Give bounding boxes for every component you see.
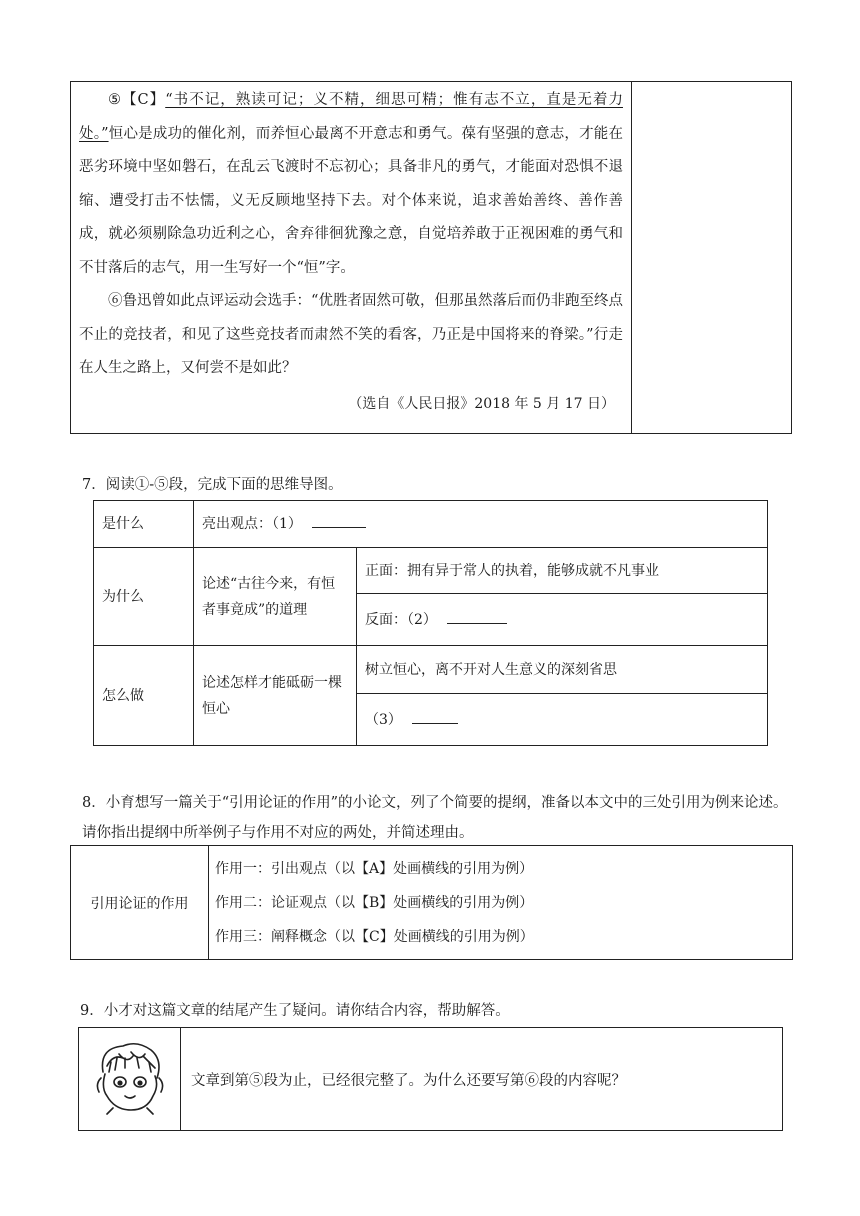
paragraph-6: ⑥鲁迅曾如此点评运动会选手：“优胜者固然可敬，但那虽然落后而仍非跑至终点不止的竞技者，和见了这些竞技者而肃然不笑的看客，乃正是中国将来的脊梁。”行走在人生之路上，又何尝不是如此？ — [79, 293, 623, 376]
question-8-title: 8．小育想写一篇关于“引用论证的作用”的小论文，列了个简要的提纲，准备以本文中的三处引用为例来论述。请你指出提纲中所举例子与作用不对应的两处，并简述理由。 — [82, 795, 788, 841]
paragraph-5-body: 恒心是成功的催化剂，而养恒心最离不开意志和勇气。葆有坚强的意志，才能在恶劣环境中坚如磐石，在乱云飞渡时不忘初心；具备非凡的勇气，才能面对恐惧不退缩、遭受打击不怯懦，义无反顾地坚持下去。对个体来说，追求善始善终、善作善成，就必须剔除急功近利之心，舍弃徘徊犹豫之意，自觉培养敢于正视困难的勇气和不甘落后的志气，用一生写好一个“恒”字。 — [79, 125, 623, 276]
quote-c-underlined: “书不记，熟读可记；义不精，细思可精；惟有志不立，直是无着力处。” — [79, 92, 623, 142]
label-why: 为什么 — [94, 548, 194, 646]
question-9-title: 9．小才对这篇文章的结尾产生了疑问。请你结合内容，帮助解答。 — [80, 1003, 510, 1019]
answer-cell-2: 反面：（2） — [357, 594, 768, 646]
answer-blank-1[interactable] — [312, 512, 366, 528]
mind-map-row-what — [94, 501, 768, 548]
question-9-text: 文章到第⑤段为止，已经很完整了。为什么还要写第⑥段的内容呢？ — [181, 1028, 783, 1131]
passage-source: （选自《人民日报》2018 年 5 月 17 日） — [348, 395, 615, 412]
how-first-cell: 树立恒心，离不开对人生意义的深刻省思 — [357, 646, 768, 694]
paragraph-5-number: ⑤ — [108, 92, 123, 108]
outline-item-2: 作用二：论证观点（以【B】处画横线的引用为例） — [215, 894, 534, 911]
answer-cell-3: （3） — [357, 694, 768, 746]
outline-item-3: 作用三：阐释概念（以【C】处画横线的引用为例） — [215, 928, 534, 945]
answer-cell-1: 亮出观点：（1） — [194, 501, 768, 548]
passage-side-cell — [632, 82, 792, 434]
why-middle-cell: 论述“古往今来，有恒者事竟成”的道理 — [194, 548, 357, 646]
question-7-title: 7．阅读①-⑤段，完成下面的思维导图。 — [82, 477, 343, 493]
answer-blank-2[interactable] — [447, 608, 507, 624]
cartoon-girl-face-icon — [93, 1038, 167, 1116]
marker-c: 【C】 — [122, 92, 166, 108]
paragraph-5 — [79, 84, 623, 285]
mind-map-table — [93, 500, 768, 746]
label-what: 是什么 — [94, 501, 194, 548]
passage-text-cell — [71, 82, 632, 434]
label-how: 怎么做 — [94, 646, 194, 746]
outline-item-1: 作用一：引出观点（以【A】处画横线的引用为例） — [215, 860, 534, 877]
passage-box — [70, 81, 792, 434]
outline-label: 引用论证的作用 — [71, 846, 209, 960]
answer-blank-3[interactable] — [412, 708, 458, 724]
citation-outline-table — [70, 845, 793, 960]
how-middle-cell: 论述怎样才能砥砺一棵恒心 — [194, 646, 357, 746]
question-9-box — [78, 1027, 783, 1131]
outline-items — [209, 846, 793, 960]
cartoon-cell — [79, 1028, 181, 1131]
why-positive-cell: 正面：拥有异于常人的执着，能够成就不凡事业 — [357, 548, 768, 594]
